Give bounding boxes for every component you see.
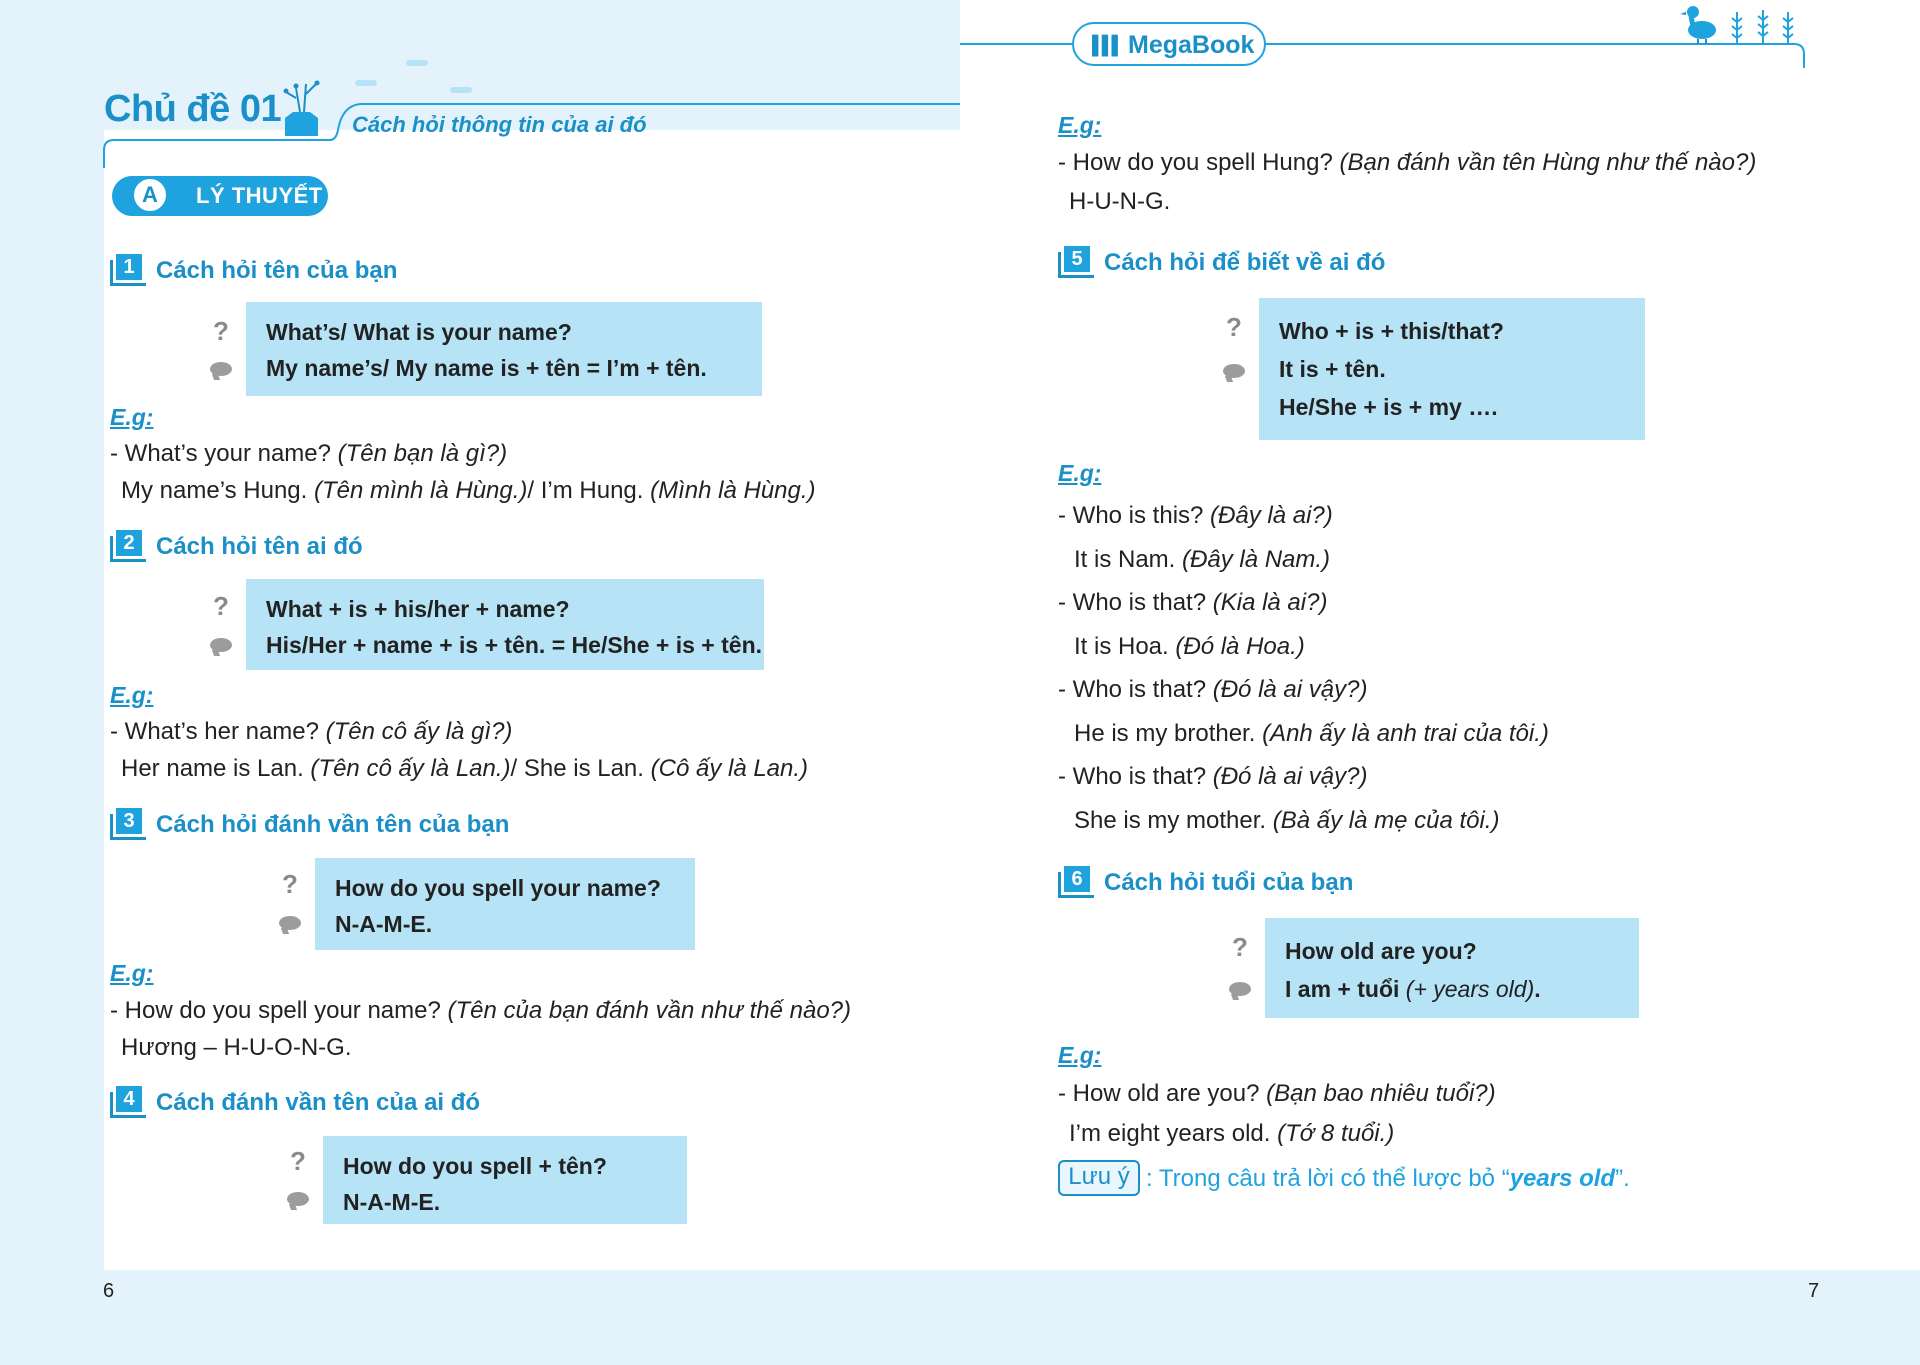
pattern-answer: I am + tuổi (+ years old). (1285, 976, 1541, 1002)
pattern-question: How do you spell + tên? (343, 1153, 607, 1179)
pattern-question: How do you spell your name? (335, 875, 661, 901)
heading-4: 4 Cách đánh vần tên của ai đó (108, 1086, 480, 1120)
heading-number-badge: 4 (108, 1086, 146, 1120)
example-line: - Who is that? (Đó là ai vậy?) (1058, 763, 1368, 790)
pattern-question: Who + is + this/that? (1279, 318, 1504, 344)
heading-number-badge: 6 (1056, 866, 1094, 900)
section-theory-pill (112, 176, 328, 216)
section-label: LÝ THUYẾT (196, 183, 323, 208)
heading-1: 1 Cách hỏi tên của bạn (108, 254, 397, 288)
pattern-question: What + is + his/her + name? (266, 596, 570, 622)
question-icon: ? (1226, 312, 1242, 342)
speech-bubble-icon (210, 638, 232, 652)
heading-2: 2 Cách hỏi tên ai đó (108, 530, 363, 564)
pattern-box-5 (1259, 298, 1645, 440)
example-line: - What’s your name? (Tên bạn là gì?) (110, 440, 508, 467)
speech-bubble-icon (1223, 364, 1245, 378)
brand-name: MegaBook (1128, 31, 1255, 59)
pattern-answer: N-A-M-E. (335, 911, 433, 937)
example-label: E.g: (1058, 112, 1102, 138)
wheat-icon (1732, 10, 1793, 44)
note-label: Lưu ý (1058, 1160, 1140, 1196)
example-label: E.g: (110, 404, 154, 430)
example-line: H-U-N-G. (1069, 188, 1171, 215)
pattern-question: How old are you? (1285, 938, 1477, 964)
heading-3: 3 Cách hỏi đánh vần tên của bạn (108, 808, 509, 842)
duck-icon (1680, 6, 1716, 44)
example-label: E.g: (110, 960, 154, 986)
example-line: He is my brother. (Anh ấy là anh trai của tôi.) (1074, 720, 1549, 747)
question-icon: ? (290, 1146, 306, 1176)
pattern-box-6 (1265, 918, 1639, 1018)
heading-number-badge: 2 (108, 530, 146, 564)
example-line: My name’s Hung. (Tên mình là Hùng.)/ I’m Hung. (Mình là Hùng.) (121, 477, 816, 504)
example-line: She is my mother. (Bà ấy là mẹ của tôi.) (1074, 807, 1500, 834)
example-line: - What’s her name? (Tên cô ấy là gì?) (110, 718, 513, 745)
example-line: - Who is that? (Đó là ai vậy?) (1058, 676, 1368, 703)
example-line: - How do you spell your name? (Tên của bạn đánh vần như thế nào?) (110, 997, 851, 1024)
example-line: Her name is Lan. (Tên cô ấy là Lan.)/ She is Lan. (Cô ấy là Lan.) (121, 755, 809, 782)
example-line: It is Hoa. (Đó là Hoa.) (1074, 633, 1305, 660)
heading-number-badge: 5 (1056, 246, 1094, 280)
speech-bubble-icon (210, 362, 232, 376)
example-line: - How do you spell Hung? (Bạn đánh vần tên Hùng như thế nào?) (1058, 149, 1757, 176)
pattern-answer: He/She + is + my …. (1279, 394, 1498, 420)
speech-bubble-icon (287, 1192, 309, 1206)
section-letter: A (132, 177, 168, 213)
example-line: - How old are you? (Bạn bao nhiêu tuổi?) (1058, 1080, 1496, 1107)
speech-bubble-icon (1229, 982, 1251, 996)
heading-number-badge: 3 (108, 808, 146, 842)
note-text: : Trong câu trả lời có thể lược bỏ “years old”. (1146, 1165, 1630, 1192)
topic-title: Chủ đề 01 (104, 88, 282, 130)
example-line: It is Nam. (Đây là Nam.) (1074, 546, 1331, 573)
example-label: E.g: (1058, 460, 1102, 486)
example-line: - Who is this? (Đây là ai?) (1058, 502, 1333, 529)
logo-mark-icon: ▌▌▌ (1092, 35, 1122, 55)
heading-6: 6 Cách hỏi tuổi của bạn (1056, 866, 1353, 900)
pattern-answer: N-A-M-E. (343, 1189, 441, 1215)
page-number-right: 7 (1808, 1280, 1820, 1302)
topic-subtitle: Cách hỏi thông tin của ai đó (352, 112, 647, 137)
question-icon: ? (213, 591, 229, 621)
plant-icon (284, 81, 320, 137)
example-line: Hương – H-U-O-N-G. (121, 1034, 352, 1061)
pattern-answer: My name’s/ My name is + tên = I’m + tên. (266, 355, 707, 381)
page-number-left: 6 (103, 1280, 115, 1302)
heading-5: 5 Cách hỏi để biết về ai đó (1056, 246, 1385, 280)
pattern-answer: His/Her + name + is + tên. = He/She + is + tên. (266, 632, 763, 658)
question-icon: ? (1232, 932, 1248, 962)
example-label: E.g: (1058, 1042, 1102, 1068)
question-icon: ? (213, 316, 229, 346)
pattern-box-3 (315, 858, 695, 950)
speech-bubble-icon (279, 916, 301, 930)
pattern-question: What’s/ What is your name? (266, 319, 572, 345)
pattern-box-1 (246, 302, 762, 396)
pattern-answer: It is + tên. (1279, 356, 1386, 382)
question-icon: ? (282, 869, 298, 899)
example-label: E.g: (110, 682, 154, 708)
heading-number-badge: 1 (108, 254, 146, 288)
pattern-box-4 (323, 1136, 687, 1224)
example-line: - Who is that? (Kia là ai?) (1058, 589, 1328, 616)
example-line: I’m eight years old. (Tớ 8 tuổi.) (1069, 1120, 1395, 1147)
megabook-logo (1072, 22, 1266, 66)
pattern-box-2 (246, 579, 764, 670)
